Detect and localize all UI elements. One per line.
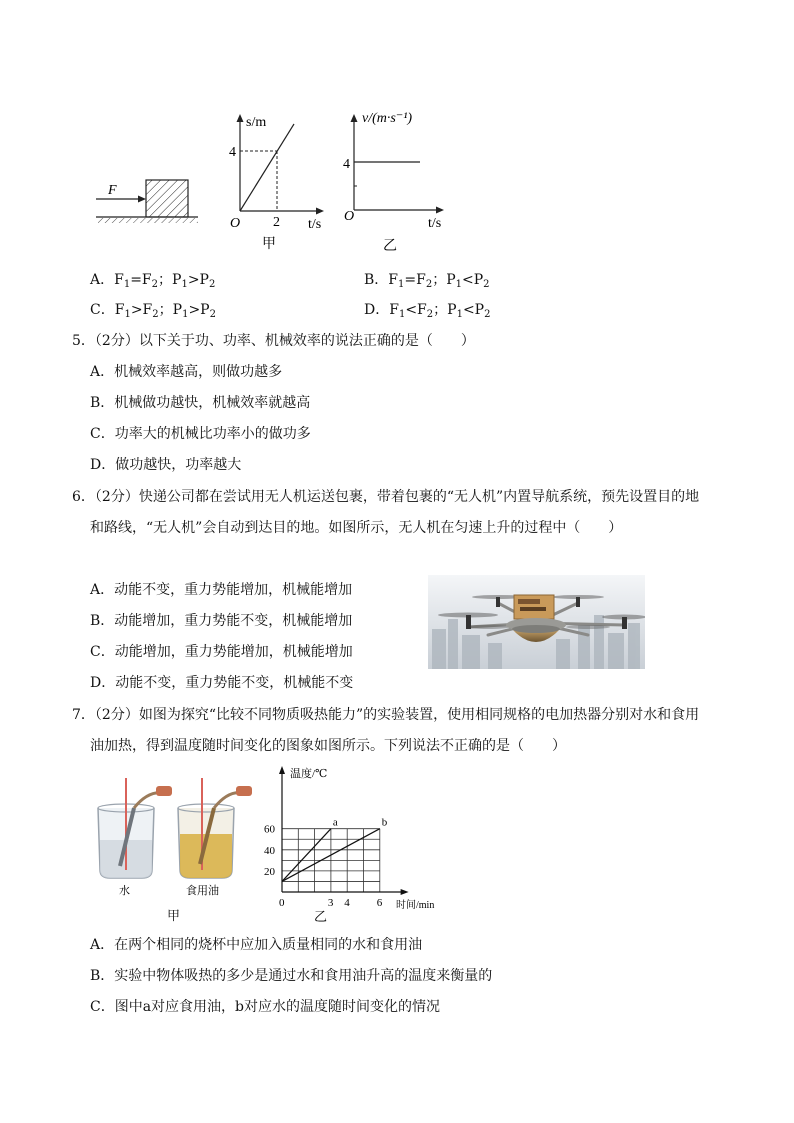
q4-option-d[interactable]: D．$F_1<F_2$；$P_1<P_2$ (364, 302, 491, 320)
q6-stem-line2: 和路线，“无人机”会自动到达目的地。如图所示，无人机在匀速上升的过程中（ ） (90, 520, 623, 536)
origin-label: O (230, 216, 241, 231)
x-axis-label: t/s (308, 217, 322, 232)
beaker-label-water: 水 (119, 885, 130, 897)
q4-yi-graph (340, 106, 452, 256)
x-tick-2: 2 (273, 215, 280, 230)
drone-photo (428, 575, 645, 669)
y-tick-label: 60 (264, 823, 275, 836)
series-label-a: a (332, 816, 338, 829)
water-beaker (98, 778, 172, 878)
q7-option-a[interactable]: A．在两个相同的烧杯中应加入质量相同的水和食用油 (90, 937, 423, 953)
y-axis-label: 温度/℃ (290, 768, 328, 780)
y-tick-4: 4 (343, 157, 350, 172)
x-axis-label: 时间/min (396, 900, 435, 911)
force-label: F (108, 183, 117, 198)
q7-stem-line2: 油加热，得到温度随时间变化的图象如图所示。下列说法不正确的是（ ） (90, 738, 566, 754)
q5-option-a[interactable]: A．机械效率越高，则做功越多 (90, 364, 283, 380)
series-line-a (282, 829, 331, 882)
st-line (240, 124, 294, 211)
ground-hatch (98, 218, 198, 223)
y-tick-label: 40 (264, 844, 275, 857)
q5-option-b[interactable]: B．机械做功越快，机械效率就越高 (90, 395, 311, 411)
y-axis-arrow (279, 766, 285, 774)
beaker-label-oil: 食用油 (186, 885, 219, 897)
block (146, 180, 188, 217)
q7-temperature-graph (262, 764, 442, 928)
q7-stem-line1: 7．（2分）如图为探究“比较不同物质吸热能力”的实验装置，使用相同规格的电加热器分别对水和食用 (72, 707, 700, 723)
figure-caption-yi: 乙 (314, 909, 328, 924)
beakers-photo (90, 774, 260, 900)
q4-option-c[interactable]: C．$F_1>F_2$；$P_1>P_2$ (90, 302, 216, 320)
origin-label: O (344, 209, 355, 224)
q7-figure-caption-jia: 甲 (167, 909, 181, 924)
oil-beaker (178, 778, 252, 878)
q4-option-b[interactable]: B．$F_1=F_2$；$P_1<P_2$ (364, 272, 490, 290)
q7-option-b[interactable]: B．实验中物体吸热的多少是通过水和食用油升高的温度来衡量的 (90, 968, 493, 984)
x-origin-label: 0 (279, 897, 285, 909)
y-axis-label: s/m (246, 115, 267, 130)
q6-stem-line1: 6．（2分）快递公司都在尝试用无人机运送包裹，带着包裹的“无人机”内置导航系统，预先设置目的地 (72, 489, 700, 505)
q5-stem: 5．（2分）以下关于功、功率、机械效率的说法正确的是（ ） (72, 333, 475, 349)
x-axis-arrow (401, 889, 409, 895)
x-axis-label: t/s (428, 216, 442, 231)
y-tick-4: 4 (229, 145, 236, 160)
q5-option-d[interactable]: D．做功越快，功率越大 (90, 457, 242, 473)
series-label-b: b (381, 816, 388, 829)
q7-option-c[interactable]: C．图中a对应食用油，b对应水的温度随时间变化的情况 (90, 999, 441, 1015)
q6-option-d[interactable]: D．动能不变，重力势能不变，机械能不变 (90, 675, 354, 691)
y-axis-label: v/(m·s⁻¹) (362, 111, 413, 126)
y-tick-label: 20 (264, 865, 275, 878)
q5-option-c[interactable]: C．功率大的机械比功率小的做功多 (90, 426, 311, 442)
x-tick-label: 6 (376, 897, 383, 909)
q6-option-b[interactable]: B．动能增加，重力势能不变，机械能增加 (90, 613, 353, 629)
figure-caption-jia: 甲 (262, 237, 276, 252)
figure-caption-yi: 乙 (383, 239, 397, 254)
q4-option-a[interactable]: A．$F_1=F_2$；$P_1>P_2$ (90, 272, 216, 290)
q6-option-c[interactable]: C．动能增加，重力势能增加，机械能增加 (90, 644, 353, 660)
q4-block-figure (94, 170, 204, 230)
q6-option-a[interactable]: A．动能不变，重力势能增加，机械能增加 (90, 582, 353, 598)
q4-jia-graph (226, 110, 330, 256)
x-tick-label: 4 (344, 897, 350, 909)
x-tick-label: 3 (327, 897, 334, 909)
